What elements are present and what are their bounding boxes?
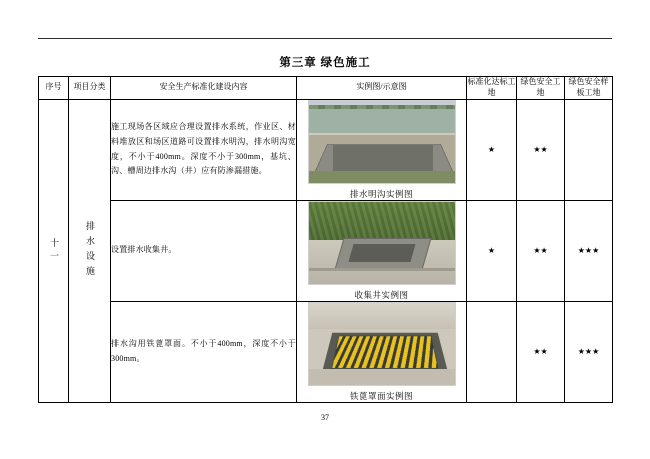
row-content: 排水沟用铁蓖罩面。不小于400mm，深度不小于300mm。 <box>111 301 297 402</box>
standards-table <box>38 76 613 403</box>
table-row <box>39 301 613 402</box>
rating-green-site: ★★ <box>517 301 565 402</box>
collection-well-photo <box>308 201 456 285</box>
header-model-site: 绿色安全样板工地 <box>565 77 613 100</box>
row-serial-number: 十一 <box>39 99 69 402</box>
rating-green-site: ★★ <box>517 99 565 200</box>
row-category: 排水设施 <box>69 99 111 402</box>
drainage-ditch-photo <box>308 100 456 184</box>
rating-green-site: ★★ <box>517 200 565 301</box>
row-image-cell <box>297 200 467 301</box>
image-caption: 铁蓖罩面实例图 <box>349 390 413 401</box>
rating-standard-site: ★ <box>467 200 517 301</box>
header-standard-site: 标准化达标工地 <box>467 77 517 100</box>
row-image-cell <box>297 301 467 402</box>
row-image-cell <box>297 99 467 200</box>
header-divider <box>38 38 612 39</box>
row-content: 施工现场各区域应合理设置排水系统，作业区、材料堆放区和场区道路可设置排水明沟，排水明沟宽度，不小于400mm。深度不小于300mm，基坑、沟、槽周边排水沟（井）应有防渗漏措施。 <box>111 99 297 200</box>
rating-model-site <box>565 99 613 200</box>
image-caption: 收集井实例图 <box>354 289 409 300</box>
steel-grating-cover-photo <box>308 302 456 386</box>
rating-standard-site <box>467 301 517 402</box>
rating-model-site: ★★★ <box>565 200 613 301</box>
table-header-row <box>39 77 613 100</box>
page-number: 37 <box>321 413 329 422</box>
header-example-image: 实例图/示意图 <box>297 77 467 100</box>
rating-model-site: ★★★ <box>565 301 613 402</box>
image-caption: 排水明沟实例图 <box>349 188 413 199</box>
table-row <box>39 99 613 200</box>
header-content: 安全生产标准化建设内容 <box>111 77 297 100</box>
header-category: 项目分类 <box>69 77 111 100</box>
table-row <box>39 200 613 301</box>
row-content: 设置排水收集井。 <box>111 200 297 301</box>
rating-standard-site: ★ <box>467 99 517 200</box>
header-green-site: 绿色安全工地 <box>517 77 565 100</box>
page-sheet <box>28 18 622 441</box>
page-title: 第三章 绿色施工 <box>279 57 371 69</box>
header-serial-number: 序号 <box>39 77 69 100</box>
